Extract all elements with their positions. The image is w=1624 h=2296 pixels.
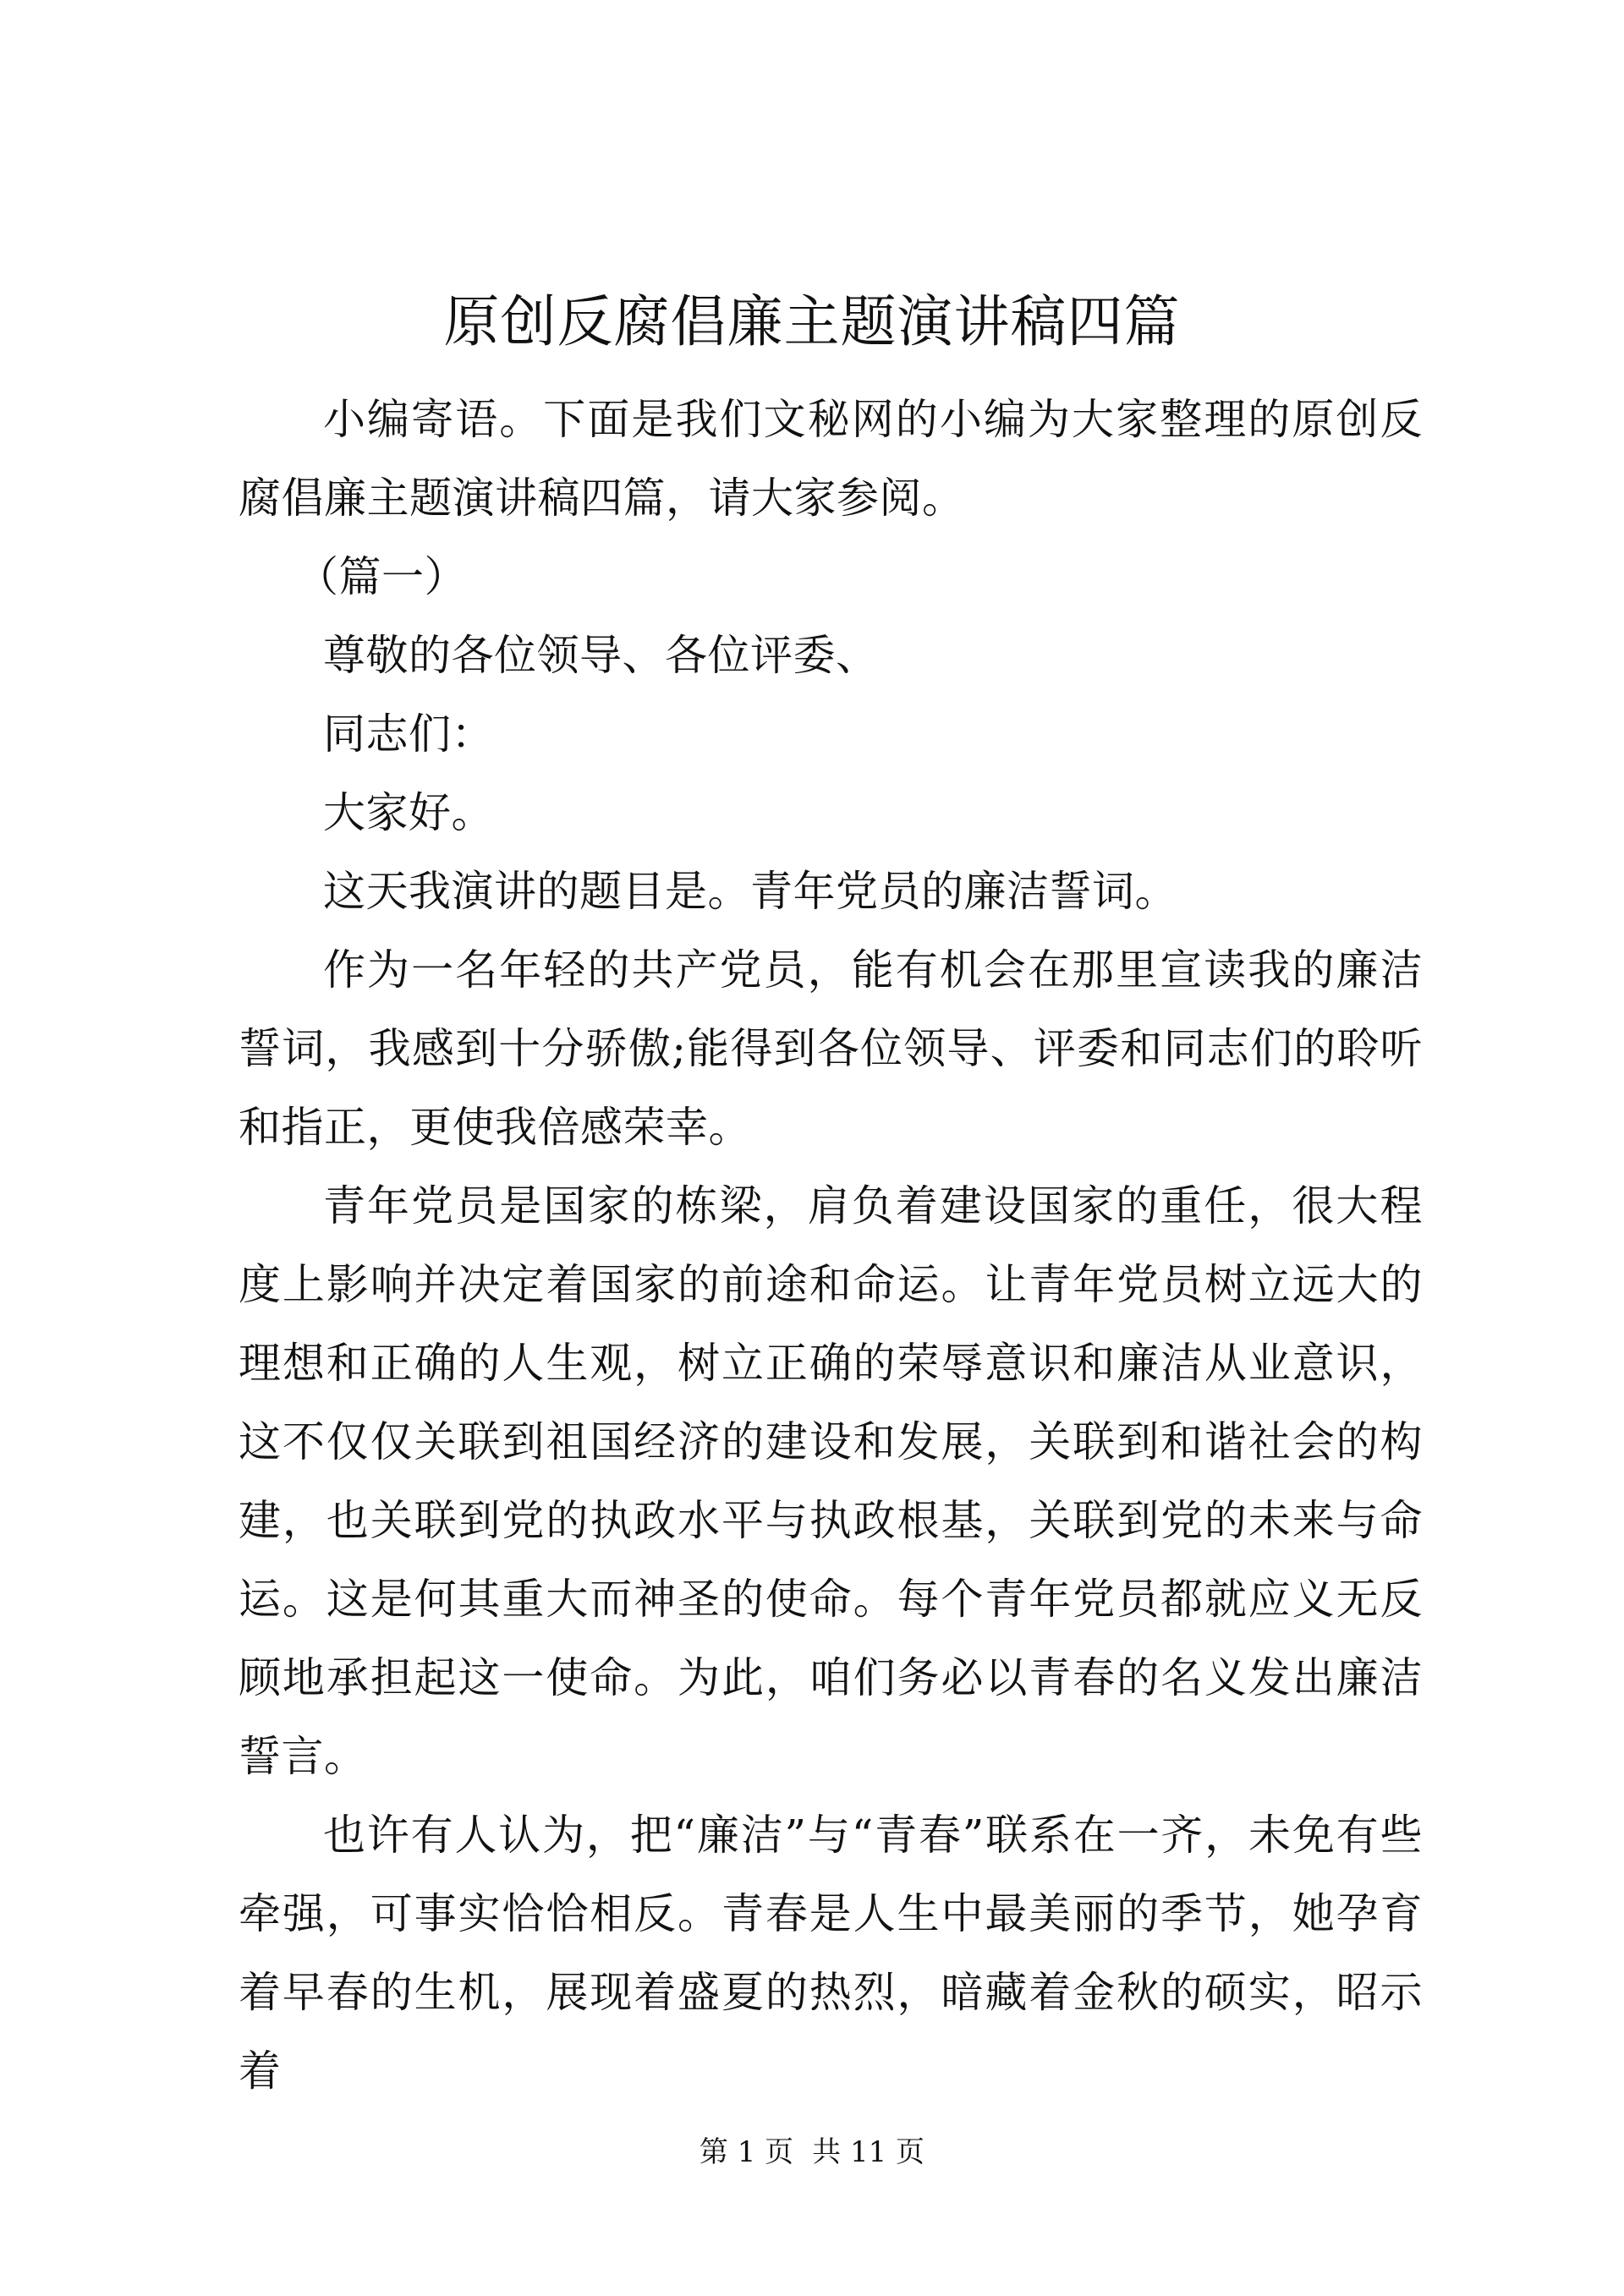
document-title: 原创反腐倡廉主题演讲稿四篇 [443, 289, 1181, 354]
document-body [239, 381, 1423, 2111]
paragraph-comrades: 同志们： [323, 710, 494, 759]
paragraph-body-2: 青年党员是国家的栋梁，肩负着建设国家的重任，很大程度上影响并决定着国家的前途和命运。让青年党员树立远大的理想和正确的人生观，树立正确的荣辱意识和廉洁从业意识，这不仅仅关联到祖国经济的建设和发展，关联到和谐社会的构建，也关联到党的执政水平与执政根基，关联到党的未来与命运。这是何其重大而神圣的使命。每个青年党员都就应义无反顾地承担起这一使命。为此，咱们务必以青春的名义发出廉洁誓言。 [239, 1181, 1423, 1781]
paragraph-section-heading: （篇一） [296, 552, 467, 601]
paragraph-body-3: 也许有人认为，把“廉洁”与“青春”联系在一齐，未免有些牵强，可事实恰恰相反。青春是人生中最美丽的季节，她孕育着早春的生机，展现着盛夏的热烈，暗藏着金秋的硕实，昭示着 [239, 1811, 1423, 2096]
paragraph-greeting: 大家好。 [323, 788, 494, 837]
page-footer [0, 2131, 1624, 2173]
paragraph-salutation: 尊敬的各位领导、各位评委、 [323, 631, 879, 680]
page-total: 共 11 页 [812, 2135, 925, 2169]
paragraph-intro: 小编寄语。下面是我们文秘网的小编为大家整理的原创反腐倡廉主题演讲稿四篇，请大家参阅。 [239, 395, 1423, 523]
paragraph-topic: 这天我演讲的题目是。青年党员的廉洁誓词。 [323, 867, 1177, 916]
page-number: 第 1 页 [699, 2135, 794, 2169]
paragraph-body-1: 作为一名年轻的共产党员，能有机会在那里宣读我的廉洁誓词，我感到十分骄傲;能得到各位领导、评委和同志们的聆听和指正，更使我倍感荣幸。 [239, 945, 1423, 1152]
